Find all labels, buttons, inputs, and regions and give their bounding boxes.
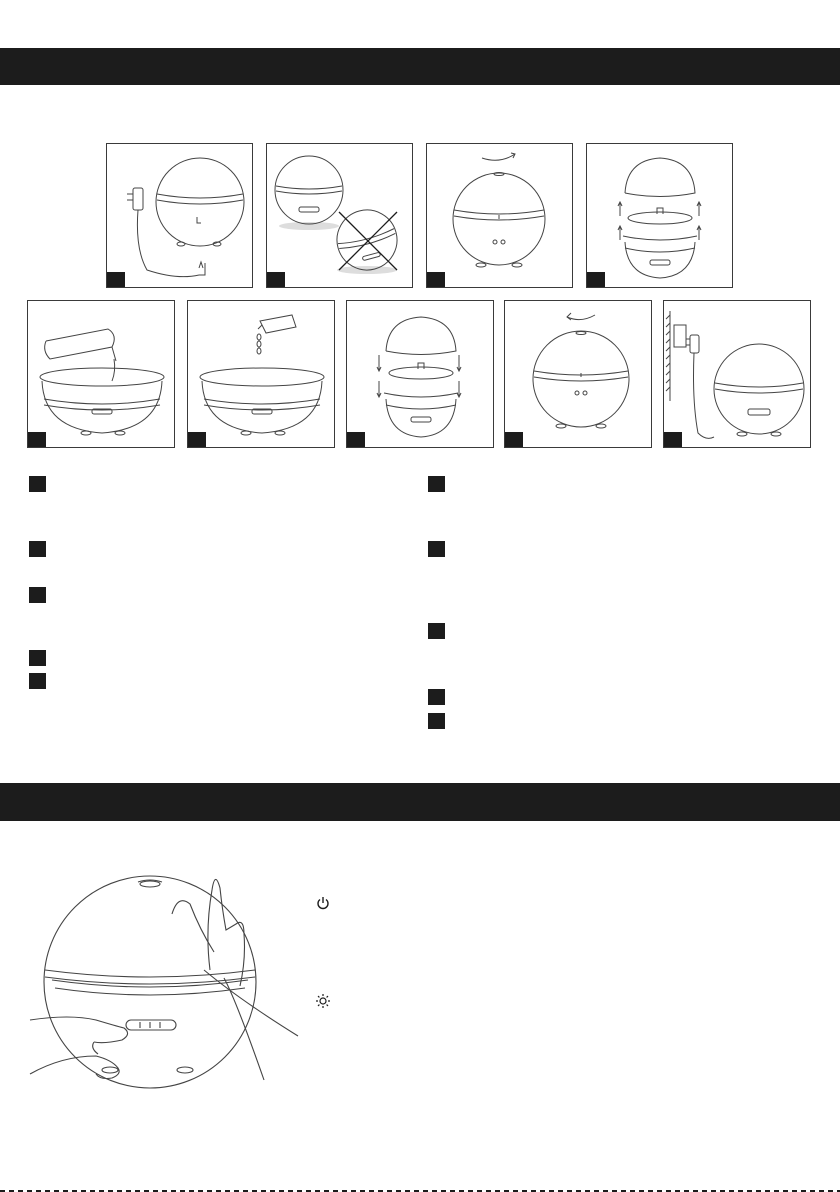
illustration-step-8 [504, 300, 652, 448]
power-icon [316, 896, 330, 910]
plug-in-illustration [664, 301, 811, 448]
light-icon [315, 993, 331, 1009]
illustration-step-9 [663, 300, 811, 448]
section-header-assembly [0, 48, 840, 85]
step-marker [29, 587, 46, 603]
reassemble-illustration [347, 301, 494, 448]
placement-illustration [267, 144, 413, 288]
step-marker [428, 541, 445, 557]
step-marker [428, 623, 445, 639]
step-marker [29, 541, 46, 557]
step-number-box [28, 432, 46, 447]
step-marker [29, 476, 46, 492]
section-header-operation [0, 783, 840, 821]
step-marker [428, 689, 445, 705]
illustration-step-6 [187, 300, 335, 448]
diffuser-control-illustration [0, 860, 320, 1130]
fill-water-illustration [28, 301, 175, 448]
step-marker [29, 673, 46, 689]
step-number-box [347, 432, 365, 447]
step-marker [428, 713, 445, 729]
step-marker [29, 650, 46, 666]
exploded-view-illustration [587, 144, 733, 288]
illustration-step-7 [346, 300, 494, 448]
step-number-box [267, 272, 285, 287]
step-number-box [505, 432, 523, 447]
illustration-step-4 [586, 143, 733, 288]
illustration-step-5 [27, 300, 175, 448]
close-cover-illustration [505, 301, 652, 448]
remove-cover-illustration [427, 144, 573, 288]
step-number-box [664, 432, 682, 447]
step-marker [428, 476, 445, 492]
add-oil-illustration [188, 301, 335, 448]
diffuser-plug-illustration [107, 144, 253, 288]
step-number-box [107, 272, 125, 287]
illustration-step-3 [426, 143, 573, 288]
illustration-step-1 [106, 143, 253, 288]
step-number-box [188, 432, 206, 447]
step-number-box [427, 272, 445, 287]
step-number-box [587, 272, 605, 287]
illustration-step-2 [266, 143, 413, 288]
